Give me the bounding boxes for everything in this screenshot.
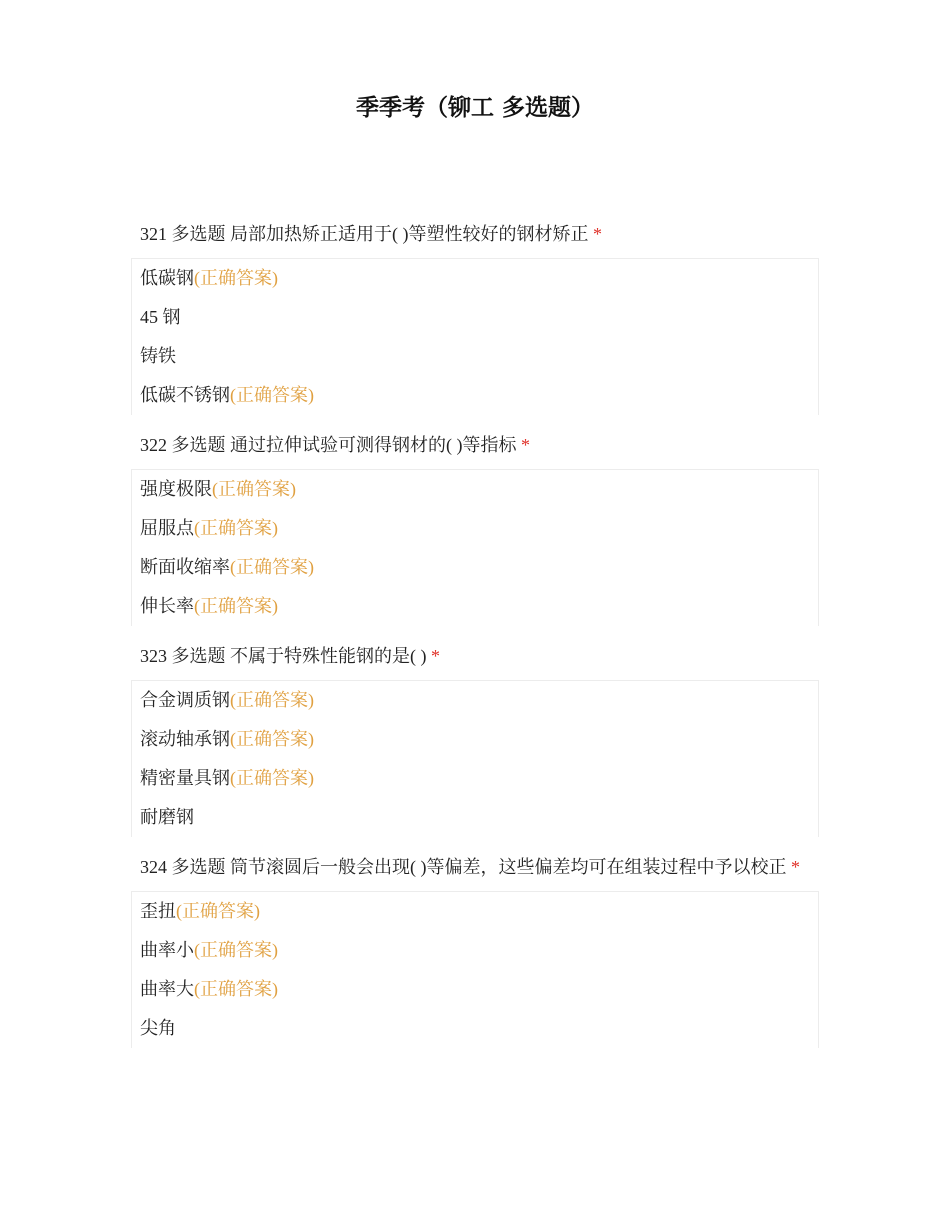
question-block [140,212,820,415]
correct-answer-tag: (正确答案) [194,940,278,960]
required-mark: * [593,224,602,244]
question-label: 322 多选题 通过拉伸试验可测得钢材的( )等指标 [140,435,517,455]
correct-answer-tag: (正确答案) [230,729,314,749]
question-text [140,845,810,891]
option-label: 精密量具钢 [140,768,230,788]
option-item[interactable] [140,259,818,298]
question-list [140,212,820,1056]
option-item[interactable] [140,587,818,626]
correct-answer-tag: (正确答案) [194,518,278,538]
question-block [140,845,820,1048]
option-item[interactable] [140,720,818,759]
correct-answer-tag: (正确答案) [230,690,314,710]
page-title: 季季考（铆工 多选题） [355,95,594,121]
option-label: 耐磨钢 [140,807,194,827]
correct-answer-tag: (正确答案) [230,385,314,405]
option-item[interactable] [140,298,818,337]
option-label: 曲率小 [140,940,194,960]
option-item[interactable] [140,931,818,970]
question-label: 323 多选题 不属于特殊性能钢的是( ) [140,646,427,666]
required-mark: * [431,646,440,666]
option-list [131,258,819,415]
question-text [140,212,810,258]
option-item[interactable] [140,798,818,837]
correct-answer-tag: (正确答案) [194,268,278,288]
required-mark: * [791,857,800,877]
option-label: 伸长率 [140,596,194,616]
option-item[interactable] [140,1009,818,1048]
question-block [140,423,820,626]
option-label: 铸铁 [140,346,176,366]
option-item[interactable] [140,509,818,548]
option-label: 合金调质钢 [140,690,230,710]
option-item[interactable] [140,548,818,587]
question-block [140,634,820,837]
correct-answer-tag: (正确答案) [230,768,314,788]
question-text [140,423,810,469]
option-label: 曲率大 [140,979,194,999]
option-label: 低碳不锈钢 [140,385,230,405]
option-list [131,891,819,1048]
question-text [140,634,810,680]
option-item[interactable] [140,970,818,1009]
correct-answer-tag: (正确答案) [176,901,260,921]
option-item[interactable] [140,470,818,509]
correct-answer-tag: (正确答案) [194,979,278,999]
required-mark: * [521,435,530,455]
option-label: 尖角 [140,1018,176,1038]
option-label: 45 钢 [140,307,181,327]
question-label: 321 多选题 局部加热矫正适用于( )等塑性较好的钢材矫正 [140,224,589,244]
correct-answer-tag: (正确答案) [230,557,314,577]
option-item[interactable] [140,376,818,415]
option-list [131,469,819,626]
correct-answer-tag: (正确答案) [194,596,278,616]
option-item[interactable] [140,337,818,376]
correct-answer-tag: (正确答案) [212,479,296,499]
option-label: 低碳钢 [140,268,194,288]
question-label: 324 多选题 筒节滚圆后一般会出现( )等偏差，这些偏差均可在组装过程中予以校正 [140,857,787,877]
option-label: 断面收缩率 [140,557,230,577]
option-label: 强度极限 [140,479,212,499]
option-item[interactable] [140,892,818,931]
option-label: 滚动轴承钢 [140,729,230,749]
option-label: 屈服点 [140,518,194,538]
option-item[interactable] [140,759,818,798]
option-item[interactable] [140,681,818,720]
option-label: 歪扭 [140,901,176,921]
option-list [131,680,819,837]
